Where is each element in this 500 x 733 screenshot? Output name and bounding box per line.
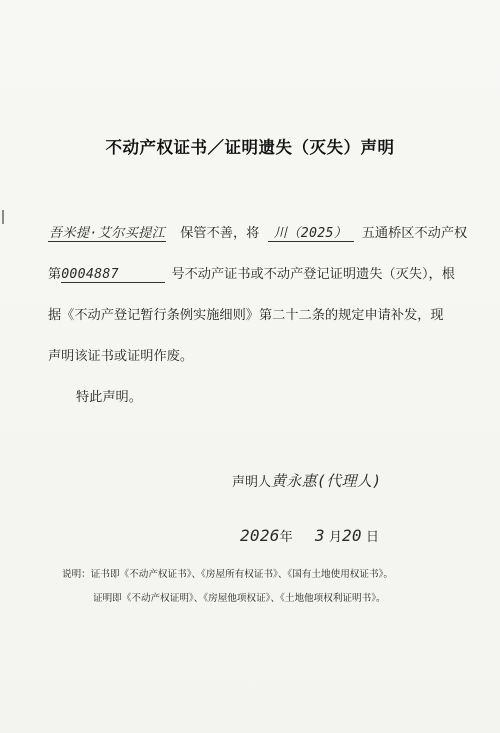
page-title: 不动产权证书／证明遗失（灭失）声明 [105,138,395,157]
declarant-label: 声明人 [232,475,272,490]
date-year: 2026 [240,526,280,545]
body-line-2 [48,263,468,283]
holder-name-handwritten: 吾米提·艾尔买提江 [48,226,166,241]
date-year-unit: 年 [279,530,293,545]
date-day: 20 [341,526,362,545]
scan-edge-mark [2,210,4,224]
declarant-signature: 黄永惠(代理人) [271,472,382,490]
cert-prefix-handwritten: 川（2025） [268,227,354,242]
line2-text: 号不动产证书或不动产登记证明遗失（灭失），根 [171,267,455,282]
date-month-unit: 月 [328,530,342,545]
declarant-block [232,470,381,491]
note-prefix: 说明： [62,569,91,580]
cert-number-prefix: 第 [48,267,62,282]
note-line-2: 证明即《不动产权证明》、《房屋他项权证》、《土地他项权利证明书》。 [93,593,386,604]
body-line-5: 特此声明。 [76,390,142,405]
date-day-unit: 日 [366,530,380,545]
body-line-4: 声明该证书或证明作废。 [48,349,194,364]
date-block [240,526,379,545]
cert-number-handwritten: 0004887 [61,268,165,283]
body-line-3: 据《不动产登记暂行条例实施细则》第二十二条的规定申请补发，现 [48,308,444,323]
notes-block [62,566,393,604]
note-line-1: 证书即《不动产权证书》、《房屋所有权证书》、《国有土地使用权证书》。 [90,569,393,580]
body-line-1 [48,222,468,242]
cert-district-text: 五通桥区不动产权 [361,226,468,241]
note-row-1 [62,566,393,580]
line1-text: 保管不善，将 [180,226,260,241]
date-month: 3 [314,526,325,545]
